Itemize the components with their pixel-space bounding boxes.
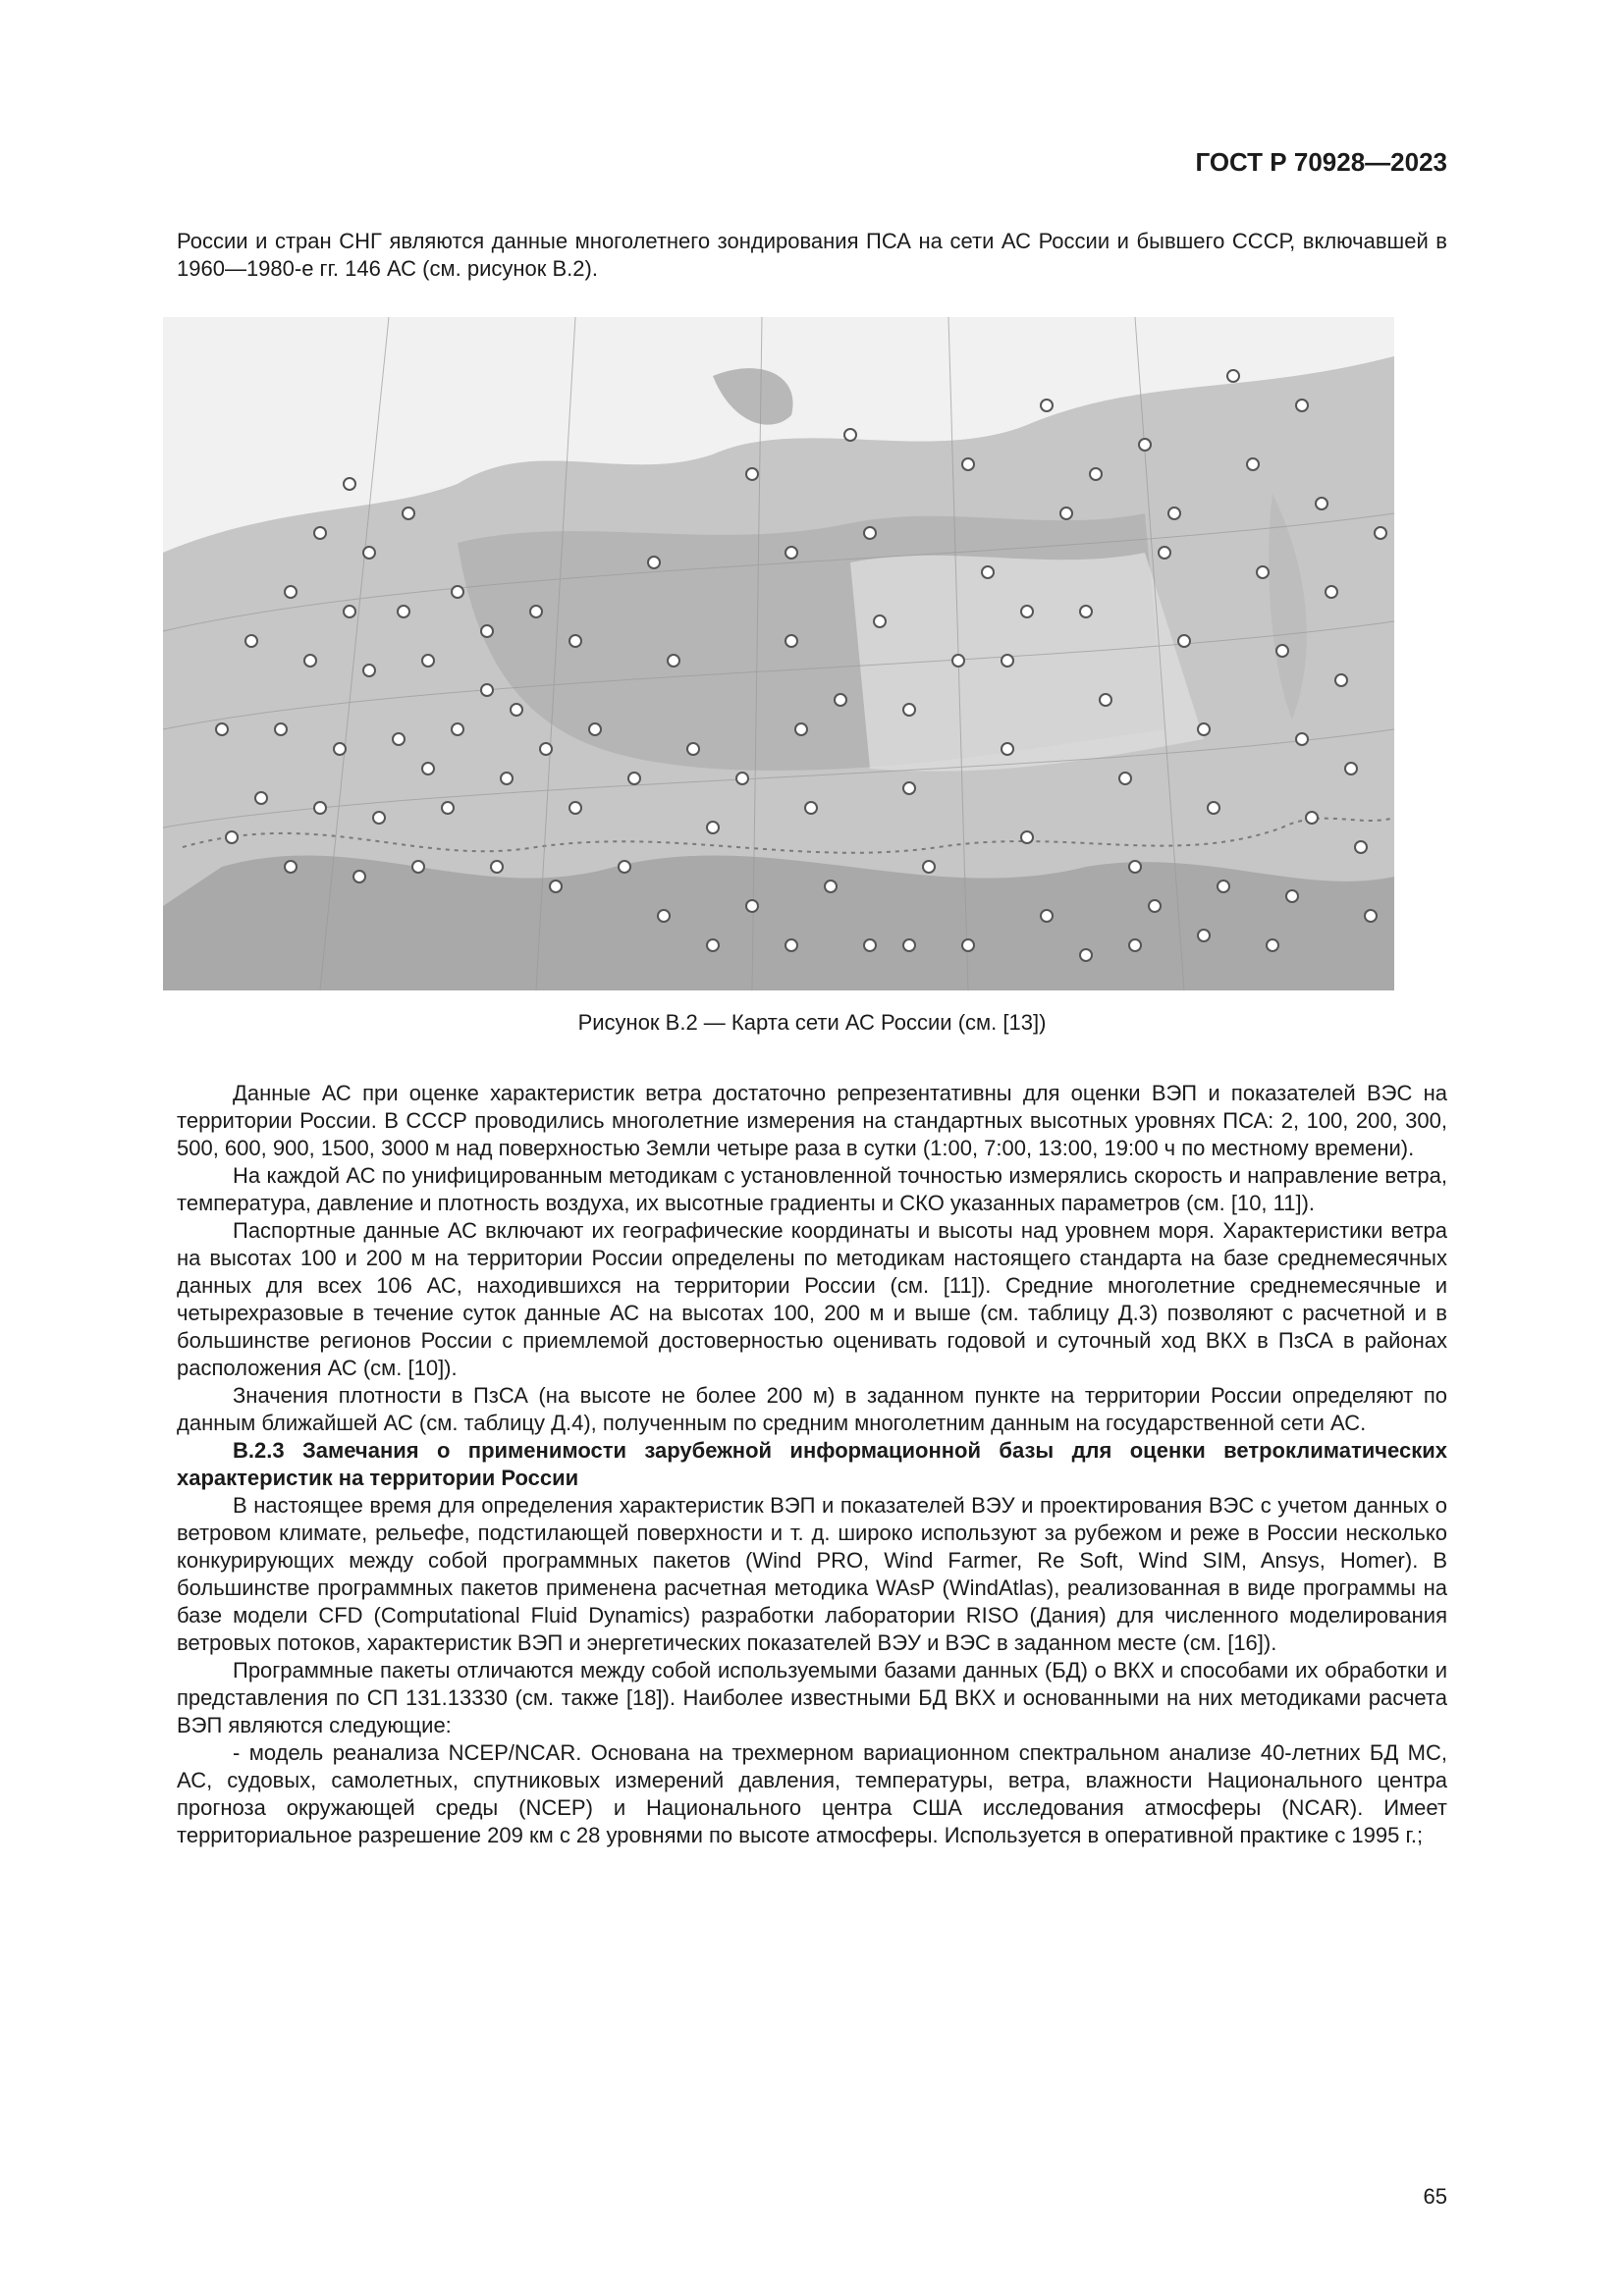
east-siberia-light [850,553,1204,772]
paragraph: На каждой АС по унифицированным методикам с установленной точностью измерялись скорость и направление ветра, температура, давление и плотность воздуха, их высотные градиенты и СКО указанных параметров (см. [10, 11]). [177,1163,1447,1215]
paragraph: В настоящее время для определения характеристик ВЭП и показателей ВЭУ и проектирования ВЭС с учетом данных о ветровом климате, рельефе, подстилающей поверхности и т. д. широко используют за рубежом и реже в России несколько конкурирующих между собой программных пакетов (Wind PRO, Wind Farmer, Re Soft, Wind SIM, Ansys, Homer). В большинстве программных пакетов применена расчетная методика WAsP (WindAtlas), реализованная в виде программы на базе модели CFD (Computational Fluid Dynamics) разработки лаборатории RISO (Дания) для численного моделирования ветровых потоков, характеристик ВЭП и энергетических показателей ВЭУ и ВЭС в заданном месте (см. [16]). [177,1493,1447,1655]
section-heading: В.2.3 Замечания о применимости зарубежной информационной базы для оценки ветроклиматических характеристик на территории России [177,1438,1447,1490]
intro-paragraph: России и стран СНГ являются данные многолетнего зондирования ПСА на сети АС России и бывшего СССР, включавшей в 1960—1980-е гг. 146 АС (см. рисунок В.2). [177,229,1447,281]
figure-caption: Рисунок В.2 — Карта сети АС России (см. [13]) [577,1010,1047,1035]
paragraph: Паспортные данные АС включают их географические координаты и высоты над уровнем моря. Характеристики ветра на высотах 100 и 200 м на территории России определены по методикам настоящего стандарта на базе среднемесячных данных для всех 106 АС, находившихся на территории России (см. [11]). Средние многолетние среднемесячные и четырехразовые в течение суток данные АС на высотах 100, 200 м и выше (см. таблицу Д.3) позволяют с расчетной и в большинстве регионов России с приемлемой достоверностью оценивать годовой и суточный ход ВКХ в ПзСА в районах расположения АС (см. [10]). [177,1218,1447,1380]
doc-header: ГОСТ Р 70928—2023 [1195,147,1447,177]
mountains-south [163,855,1394,990]
station-network-map [163,317,1394,990]
body-text [177,1080,1447,1849]
paragraph: - модель реанализа NCEP/NCAR. Основана на трехмерном вариационном спектральном анализе 40-летних БД МС, АС, судовых, самолетных, спутниковых измерений давления, температуры, ветра, влажности Национального центра прогноза окружающей среды (NCEP) и Национального центра США исследования атмосферы (NCAR). Имеет территориальное разрешение 209 км с 28 уровнями по высоте атмосферы. Используется в оперативной практике с 1995 г.; [177,1740,1447,1847]
page-number: 65 [1423,2184,1447,2209]
paragraph: Значения плотности в ПзСА (на высоте не более 200 м) в заданном пункте на территории России определяют по данным ближайшей АС (см. таблицу Д.4), полученным по средним многолетним данным на государственной сети АС. [177,1383,1447,1435]
paragraph: Программные пакеты отличаются между собой используемыми базами данных (БД) о ВКХ и способами их обработки и представления по СП 131.13330 (см. также [18]). Наиболее известными БД ВКХ и основанными на них методиками расчета ВЭП являются следующие: [177,1658,1447,1737]
map-illustration [163,317,1394,990]
paragraph: Данные АС при оценке характеристик ветра достаточно репрезентативны для оценки ВЭП и показателей ВЭС на территории России. В СССР проводились многолетние измерения на стандартных высотных уровнях ПСА: 2, 100, 200, 300, 500, 600, 900, 1500, 3000 м над поверхностью Земли четыре раза в сутки (1:00, 7:00, 13:00, 19:00 ч по местному времени). [177,1081,1447,1160]
